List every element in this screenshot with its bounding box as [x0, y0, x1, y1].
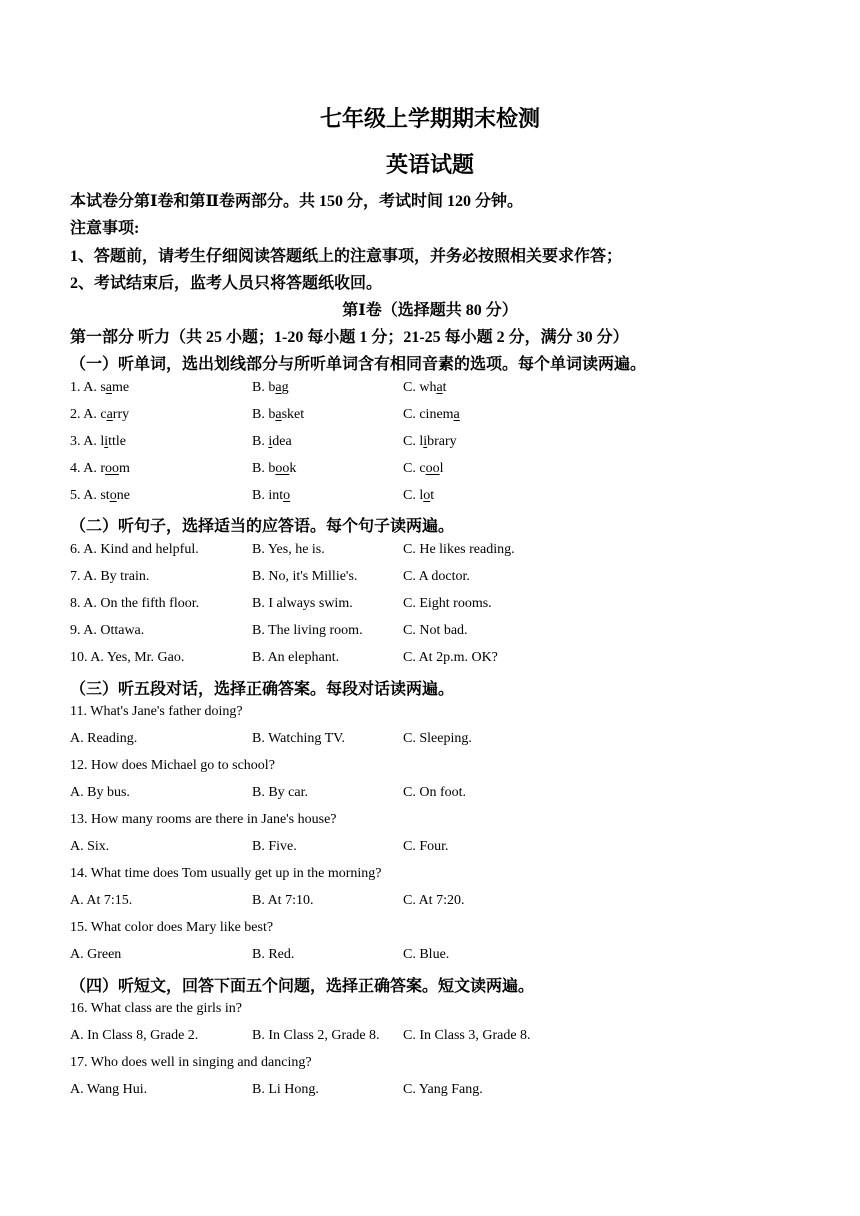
option-b: B. Five. [252, 839, 297, 854]
option-b: B. In Class 2, Grade 8. [252, 1028, 380, 1043]
answer-options [70, 947, 790, 967]
option-c: C. On foot. [403, 785, 466, 800]
word-item [70, 488, 790, 508]
question-text: 12. How does Michael go to school? [70, 758, 275, 773]
option-a: A. By bus. [70, 785, 130, 800]
option-b: B. At 7:10. [252, 893, 314, 908]
option-a: 5. A. stone [70, 488, 130, 503]
option-a: A. Wang Hui. [70, 1082, 148, 1097]
answer-options [70, 1082, 790, 1102]
answer-options [70, 731, 790, 751]
notes-title: 注意事项: [70, 220, 140, 237]
option-a: 8. A. On the fifth floor. [70, 596, 200, 611]
option-b: B. The living room. [252, 623, 363, 638]
answer-options [70, 893, 790, 913]
option-c: C. lot [403, 488, 435, 503]
option-a: 7. A. By train. [70, 569, 150, 584]
exam-title: 七年级上学期期末检测 [319, 106, 540, 131]
question-text: 15. What color does Mary like best? [70, 920, 274, 935]
option-c: C. Blue. [403, 947, 450, 962]
exam-subtitle: 英语试题 [385, 152, 474, 177]
underlined-letters: i [104, 434, 109, 449]
option-b: B. bag [252, 380, 289, 395]
response-item [70, 542, 790, 562]
volume-title: 第Ⅰ卷（选择题共 80 分） [342, 302, 518, 319]
question-text: 11. What's Jane's father doing? [70, 704, 243, 719]
option-c: C. Eight rooms. [403, 596, 492, 611]
option-c: C. Yang Fang. [403, 1082, 483, 1097]
section1-title: （一）听单词，选出划线部分与所听单词含有相同音素的选项。每个单词读两遍。 [70, 356, 647, 373]
option-b: B. Red. [252, 947, 295, 962]
option-c: C. cinema [403, 407, 460, 422]
underlined-letters: o [109, 488, 117, 503]
intro-line: 本试卷分第Ⅰ卷和第Ⅱ卷两部分。共 150 分，考试时间 120 分钟。 [70, 193, 523, 210]
answer-options [70, 785, 790, 805]
option-b: B. By car. [252, 785, 308, 800]
underlined-letters: oo [275, 461, 290, 476]
underlined-letters: a [453, 407, 460, 422]
part1-title: 第一部分 听力（共 25 小题；1-20 每小题 1 分；21-25 每小题 2 分，满分 30 分） [70, 329, 629, 346]
response-item [70, 596, 790, 616]
underlined-letters: i [268, 434, 273, 449]
question-text: 17. Who does well in singing and dancing? [70, 1055, 312, 1070]
option-c: C. At 2p.m. OK? [403, 650, 498, 665]
option-c: C. what [403, 380, 447, 395]
option-b: B. basket [252, 407, 305, 422]
option-c: C. He likes reading. [403, 542, 515, 557]
option-c: C. library [403, 434, 457, 449]
option-a: A. In Class 8, Grade 2. [70, 1028, 199, 1043]
option-b: B. An elephant. [252, 650, 340, 665]
option-a: 3. A. little [70, 434, 127, 449]
option-a: A. Six. [70, 839, 110, 854]
underlined-letters: o [283, 488, 291, 503]
option-c: C. Sleeping. [403, 731, 472, 746]
word-item [70, 461, 790, 481]
option-b: B. book [252, 461, 297, 476]
section2-title: （二）听句子，选择适当的应答语。每个句子读两遍。 [70, 518, 455, 535]
option-c: C. At 7:20. [403, 893, 465, 908]
section3-title: （三）听五段对话，选择正确答案。每段对话读两遍。 [70, 681, 455, 698]
option-b: B. Li Hong. [252, 1082, 319, 1097]
option-a: 6. A. Kind and helpful. [70, 542, 199, 557]
option-a: 9. A. Ottawa. [70, 623, 145, 638]
option-a: A. Reading. [70, 731, 138, 746]
underlined-letters: a [106, 407, 113, 422]
option-b: B. idea [252, 434, 292, 449]
option-b: B. Watching TV. [252, 731, 345, 746]
option-a: 2. A. carry [70, 407, 130, 422]
section4-title: （四）听短文，回答下面五个问题，选择正确答案。短文读两遍。 [70, 978, 535, 995]
response-item [70, 650, 790, 670]
question-text: 14. What time does Tom usually get up in the morning? [70, 866, 382, 881]
response-item [70, 569, 790, 589]
option-c: C. Not bad. [403, 623, 468, 638]
option-c: C. Four. [403, 839, 449, 854]
option-a: 4. A. room [70, 461, 130, 476]
response-item [70, 623, 790, 643]
underlined-letters: a [436, 380, 443, 395]
underlined-letters: a [105, 380, 113, 395]
question-text: 13. How many rooms are there in Jane's house? [70, 812, 337, 827]
answer-options [70, 1028, 790, 1048]
word-item [70, 434, 790, 454]
option-c: C. cool [403, 461, 444, 476]
option-a: 1. A. same [70, 380, 130, 395]
option-b: B. I always swim. [252, 596, 353, 611]
option-a: 10. A. Yes, Mr. Gao. [70, 650, 185, 665]
underlined-letters: a [275, 380, 282, 395]
word-item [70, 407, 790, 427]
note-1: 1、答题前，请考生仔细阅读答题纸上的注意事项，并务必按照相关要求作答； [70, 248, 623, 265]
underlined-letters: oo [105, 461, 119, 476]
underlined-letters: a [275, 407, 282, 422]
answer-options [70, 839, 790, 859]
option-b: B. into [252, 488, 291, 503]
underlined-letters: oo [425, 461, 440, 476]
option-a: A. Green [70, 947, 122, 962]
note-2: 2、考试结束后，监考人员只将答题纸收回。 [70, 275, 383, 292]
option-b: B. No, it's Millie's. [252, 569, 358, 584]
word-item [70, 380, 790, 400]
option-c: C. A doctor. [403, 569, 470, 584]
option-c: C. In Class 3, Grade 8. [403, 1028, 531, 1043]
underlined-letters: o [423, 488, 431, 503]
question-text: 16. What class are the girls in? [70, 1001, 242, 1016]
underlined-letters: i [423, 434, 428, 449]
option-a: A. At 7:15. [70, 893, 133, 908]
option-b: B. Yes, he is. [252, 542, 325, 557]
